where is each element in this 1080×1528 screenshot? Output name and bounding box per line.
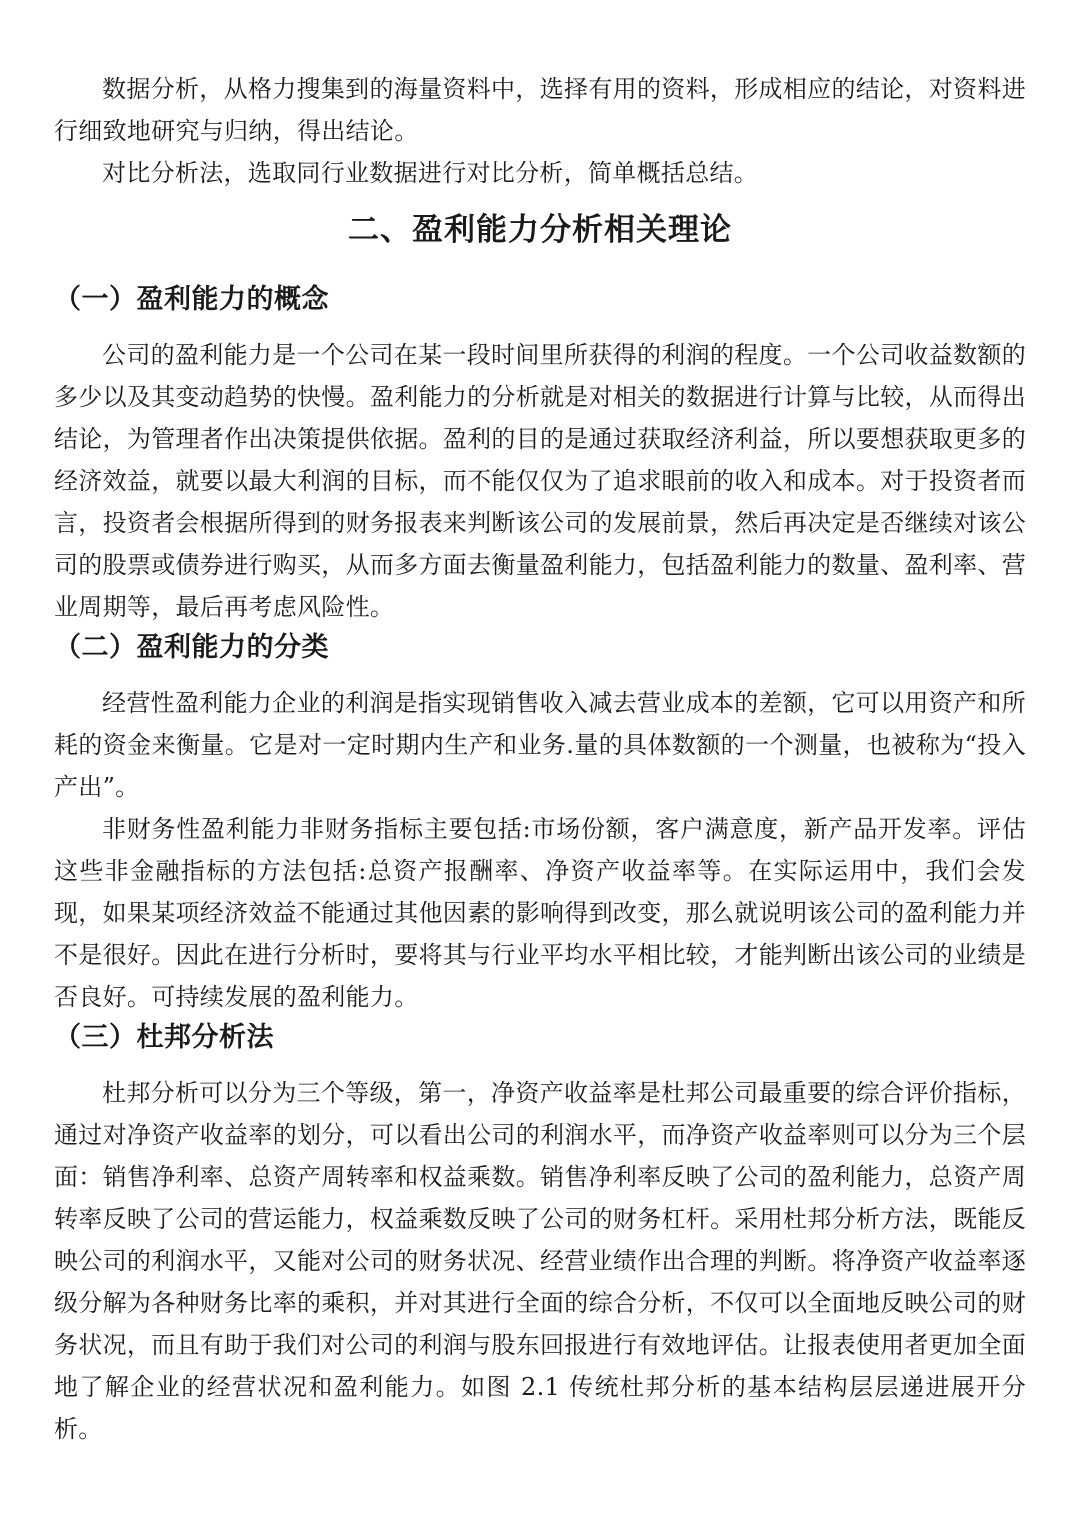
- chapter-title: 二、盈利能力分析相关理论: [348, 212, 732, 248]
- paragraph-dupont: 杜邦分析可以分为三个等级，第一，净资产收益率是杜邦公司最重要的综合评价指标，通过对净资产收益率的划分，可以看出公司的利润水平，而净资产收益率则可以分为三个层面：销售净利率、总资产周转率和权益乘数。销售净利率反映了公司的盈利能力，总资产周转率反映了公司的营运能力，权益乘数反映了公司的财务杠杆。采用杜邦分析方法，既能反映公司的利润水平，又能对公司的财务状况、经营业绩作出合理的判断。将净资产收益率逐级分解为各种财务比率的乘积，并对其进行全面的综合分析，不仅可以全面地反映公司的财务状况，而且有助于我们对公司的利润与股东回报进行有效地评估。让报表使用者更加全面地了解企业的经营状况和盈利能力。如图 2.1 传统杜邦分析的基本结构层层递进展开分析。: [54, 1079, 1026, 1443]
- paragraph-operating-profitability: 经营性盈利能力企业的利润是指实现销售收入减去营业成本的差额，它可以用资产和所耗的资金来衡量。它是对一定时期内生产和业务.量的具体数额的一个测量，也被称为“投入产出”。: [54, 689, 1026, 801]
- intro-paragraph-data-analysis: 数据分析，从格力搜集到的海量资料中，选择有用的资料，形成相应的结论，对资料进行细致地研究与归纳，得出结论。: [54, 75, 1026, 145]
- document-page: [54, 68, 1026, 1450]
- section-title-classification: （二）盈利能力的分类: [54, 632, 329, 663]
- paragraph-nonfinancial-profitability: 非财务性盈利能力非财务指标主要包括:市场份额，客户满意度，新产品开发率。评估这些非金融指标的方法包括:总资产报酬率、净资产收益率等。在实际运用中，我们会发现，如果某项经济效益不能通过其他因素的影响得到改变，那么就说明该公司的盈利能力并不是很好。因此在进行分析时，要将其与行业平均水平相比较，才能判断出该公司的业绩是否良好。可持续发展的盈利能力。: [54, 815, 1026, 1011]
- section-title-dupont: （三）杜邦分析法: [54, 1022, 274, 1053]
- intro-paragraph-comparison: 对比分析法，选取同行业数据进行对比分析，简单概括总结。: [102, 159, 759, 187]
- paragraph-concept: 公司的盈利能力是一个公司在某一段时间里所获得的利润的程度。一个公司收益数额的多少以及其变动趋势的快慢。盈利能力的分析就是对相关的数据进行计算与比较，从而得出结论，为管理者作出决策提供依据。盈利的目的是通过获取经济利益，所以要想获取更多的经济效益，就要以最大利润的目标，而不能仅仅为了追求眼前的收入和成本。对于投资者而言，投资者会根据所得到的财务报表来判断该公司的发展前景，然后再决定是否继续对该公司的股票或债券进行购买，从而多方面去衡量盈利能力，包括盈利能力的数量、盈利率、营业周期等，最后再考虑风险性。: [54, 341, 1026, 621]
- section-title-concept: （一）盈利能力的概念: [54, 284, 329, 315]
